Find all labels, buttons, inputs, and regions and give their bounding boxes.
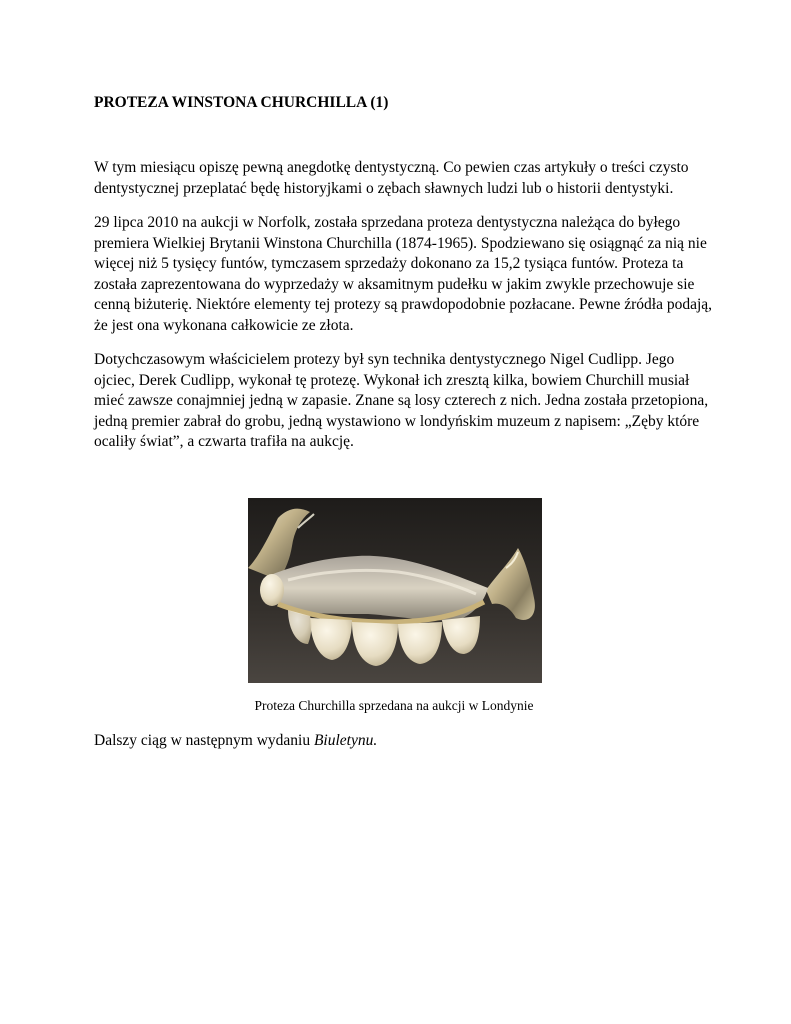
figure-caption (94, 698, 694, 714)
paragraph-history: Dotychczasowym właścicielem protezy był syn technika dentystycznego Nigel Cudlipp. Jego ojciec, Derek Cudlipp, wykonał tę protezę. Wykonał ich zresztą kilka, bowiem Churchill musiał mieć zawsze conajmniej jedną w zapasie. Znane są losy czterech z nich. Jedna została przetopiona, jedną premier zabrał do grobu, jedną wystawiono w londyńskim muzeum z napisem: „Zęby które ocaliły świat”, a czwarta trafiła na aukcję. (94, 351, 709, 450)
article-title: PROTEZA WINSTONA CHURCHILLA (1) (94, 94, 389, 111)
paragraph-closing (94, 731, 714, 752)
closing-publication-name: Biuletynu. (313, 732, 378, 749)
paragraph-intro: W tym miesiącu opiszę pewną anegdotkę dentystyczną. Co pewien czas artykuły o treści czysto dentystycznej przeplatać będę historyjkami o zębach sławnych ludzi lub o historii dentystyki. (94, 159, 689, 197)
paragraph-auction: 29 lipca 2010 na aukcji w Norfolk, została sprzedana proteza dentystyczna należąca do byłego premiera Wielkiej Brytanii Winstona Churchilla (1874-1965). Spodziewano się osiągnąć za nią nie więcej niż 5 tysięcy funtów, tymczasem sprzedaży dokonano za 15,2 tysiąca funtów. Proteza ta została zaprezentowana do wyprzedaży w aksamitnym pudełku w jakim zwykle przechowuje sie cenną biżuterię. Niektóre elementy tej protezy są prawdopodobnie pozłacane. Pewne źródła podają, że jest ona wykonana całkowicie ze złota. (94, 214, 713, 334)
denture-photo (248, 498, 542, 683)
figure-caption-text: Proteza Churchilla sprzedana na aukcji w Londynie (254, 698, 534, 713)
closing-text: Dalszy ciąg w następnym wydaniu (94, 732, 314, 749)
